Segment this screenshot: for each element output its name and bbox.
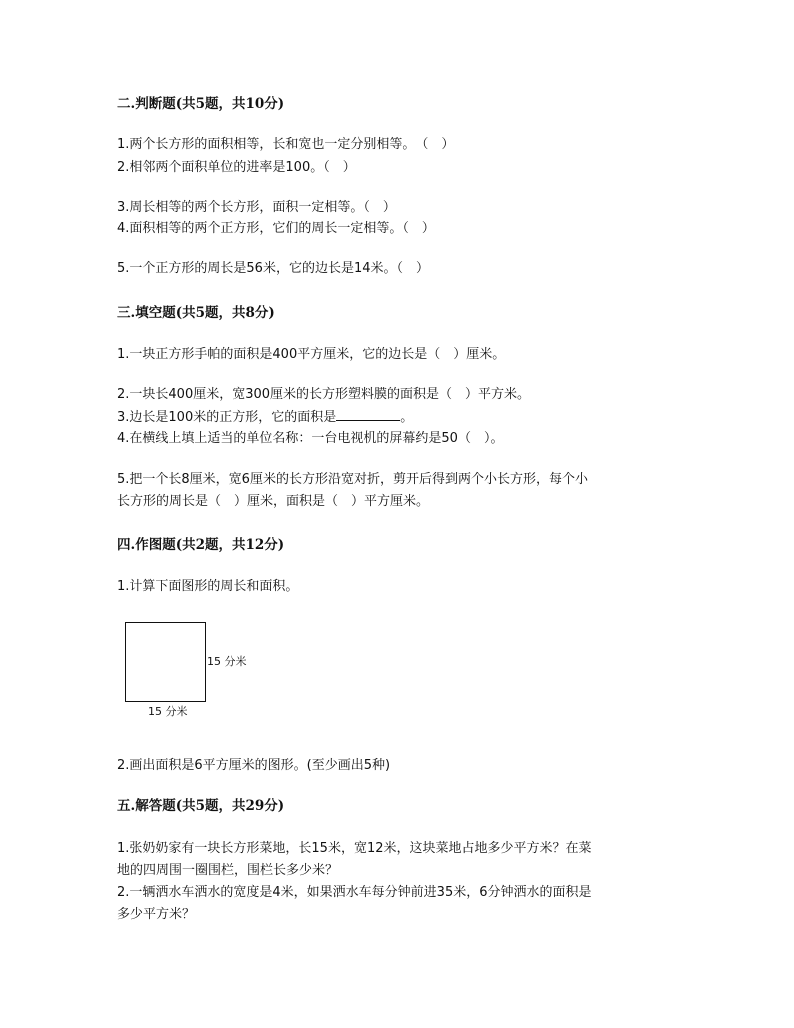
fill-question-1: 1.一块正方形手帕的面积是400平方厘米，它的边长是（ ）厘米。: [117, 347, 506, 362]
solve-question-1-line-2: 地的四周围一圈围栏，围栏长多少米？: [117, 863, 339, 878]
draw-question-1: 1.计算下面图形的周长和面积。: [117, 579, 299, 594]
fill-question-4: 4.在横线上填上适当的单位名称：一台电视机的屏幕约是50（ ）。: [117, 431, 504, 446]
solve-question-2-line-2: 多少平方米？: [117, 907, 196, 922]
figure-side-label: 15 分米: [207, 655, 247, 668]
solve-question-2-line-1: 2.一辆洒水车洒水的宽度是4米，如果洒水车每分钟前进35米，6分钟洒水的面积是: [117, 885, 592, 900]
judge-question-5: 5.一个正方形的周长是56米，它的边长是14米。（ ）: [117, 261, 429, 276]
judge-question-3: 3.周长相等的两个长方形，面积一定相等。（ ）: [117, 200, 396, 215]
fill-question-5-line-2: 长方形的周长是（ ）厘米，面积是（ ）平方厘米。: [117, 494, 430, 509]
square-figure: [125, 622, 206, 702]
figure-bottom-label: 15 分米: [148, 705, 188, 718]
answer-blank-line: [336, 408, 400, 421]
section-heading-judge: 二.判断题(共5题，共10分): [117, 96, 285, 112]
judge-question-1: 1.两个长方形的面积相等，长和宽也一定分别相等。 （ ）: [117, 137, 455, 152]
solve-question-1-line-1: 1.张奶奶家有一块长方形菜地，长15米，宽12米，这块菜地占地多少平方米？在菜: [117, 841, 592, 856]
fill-question-3: [117, 408, 413, 427]
draw-question-2: 2.画出面积是6平方厘米的图形。(至少画出5种): [117, 758, 391, 773]
judge-question-4: 4.面积相等的两个正方形，它们的周长一定相等。（ ）: [117, 221, 435, 236]
judge-question-2: 2.相邻两个面积单位的进率是100。（ ）: [117, 160, 356, 175]
section-heading-fill: 三.填空题(共5题，共8分): [117, 305, 275, 321]
fill-question-2: 2.一块长400厘米，宽300厘米的长方形塑料膜的面积是（ ）平方米。: [117, 387, 531, 402]
fill-question-5-line-1: 5.把一个长8厘米，宽6厘米的长方形沿宽对折，剪开后得到两个小长方形，每个小: [117, 472, 588, 487]
section-heading-solve: 五.解答题(共5题，共29分): [117, 798, 285, 814]
section-heading-draw: 四.作图题(共2题，共12分): [117, 537, 285, 553]
fill-question-3-text: 3.边长是100米的正方形，它的面积是: [117, 410, 337, 425]
fill-question-3-end: 。: [400, 410, 414, 425]
